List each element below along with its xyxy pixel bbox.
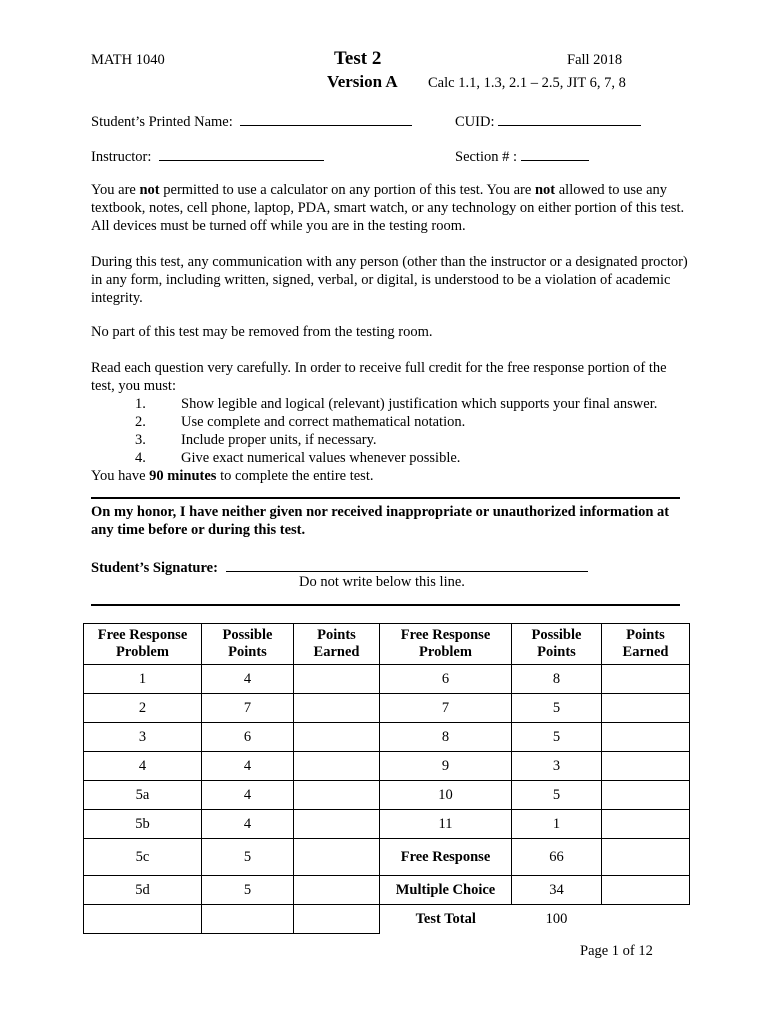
possible-cell: 1 [512,810,602,839]
table-row [84,839,690,876]
list-item: 3. Include proper units, if necessary. [135,432,377,448]
earned-cell[interactable] [602,876,690,905]
requirements-list [91,395,691,467]
table-row [84,810,690,839]
header-earned: Points Earned [294,624,380,665]
earned-cell[interactable] [294,839,380,876]
problem-cell: 11 [380,810,512,839]
signature-label: Student’s Signature: [91,560,218,576]
divider-top [91,497,680,499]
blank-cell[interactable] [294,905,380,934]
section-field [455,146,589,166]
possible-cell: 6 [202,723,294,752]
removal-policy [91,323,691,341]
signature-blank[interactable] [226,557,588,572]
section-blank[interactable] [521,146,589,161]
instructions [91,359,691,485]
earned-cell[interactable] [294,781,380,810]
possible-cell: 4 [202,665,294,694]
student-name-blank[interactable] [240,111,412,126]
problem-cell: 6 [380,665,512,694]
free-response-total-value: 66 [512,839,602,876]
test-version: Version A [327,72,398,91]
list-item: 4. Give exact numerical values whenever possible. [135,450,461,466]
problem-cell: 2 [84,694,202,723]
integrity-policy [91,253,691,307]
free-response-total-label: Free Response [380,839,512,876]
list-item: 2. Use complete and correct mathematical notation. [135,414,466,430]
possible-cell: 8 [512,665,602,694]
integrity-text: During this test, any communication with any person (other than the instructor or a designated proctor) in any form, including written, signed, verbal, or digital, is understood to be a violation of academic integrity. [91,254,688,306]
possible-cell: 5 [202,839,294,876]
earned-cell[interactable] [602,723,690,752]
divider-bottom [91,604,680,606]
problem-cell: 10 [380,781,512,810]
earned-cell[interactable] [294,810,380,839]
blank-cell[interactable] [202,905,294,934]
earned-cell[interactable] [602,810,690,839]
problem-cell: 3 [84,723,202,752]
honor-statement: On my honor, I have neither given nor received inappropriate or unauthorized information at any time before or during this test. [91,504,670,538]
header-problem: Free Response Problem [84,624,202,665]
earned-cell[interactable] [602,781,690,810]
table-row [84,694,690,723]
do-not-write-notice: Do not write below this line. [299,574,465,590]
earned-cell[interactable] [294,876,380,905]
sections-covered: Calc 1.1, 1.3, 2.1 – 2.5, JIT 6, 7, 8 [428,75,626,91]
possible-cell: 3 [512,752,602,781]
instructions-intro: Read each question very carefully. In order to receive full credit for the free response portion of the test, you must: [91,360,667,394]
problem-cell: 5a [84,781,202,810]
header-earned: Points Earned [602,624,690,665]
problem-cell: 9 [380,752,512,781]
earned-cell[interactable] [294,694,380,723]
earned-cell[interactable] [602,752,690,781]
p1-e: allowed to use any textbook, notes, cell phone, laptop, PDA, smart watch, or any technology on either portion of this test. All devices must be turned off while you are in the testing room. [91,182,685,234]
test-total-value: 100 [512,905,602,934]
term: Fall 2018 [567,52,623,68]
problem-cell: 5c [84,839,202,876]
p1-not-2: not [534,182,556,198]
earned-cell[interactable] [294,752,380,781]
possible-cell: 4 [202,810,294,839]
possible-cell: 7 [202,694,294,723]
table-row [84,752,690,781]
instructor-label: Instructor: [91,149,152,165]
p1-not-1: not [139,182,160,198]
earned-cell[interactable] [294,723,380,752]
time-limit: You have 90 minutes to complete the entire test. [91,468,374,484]
table-row [84,723,690,752]
score-table [83,623,690,934]
earned-cell[interactable] [602,839,690,876]
course-code: MATH 1040 [91,52,165,68]
earned-cell[interactable] [602,665,690,694]
instructor-blank[interactable] [159,146,324,161]
section-label: Section # : [455,149,518,165]
problem-cell: 8 [380,723,512,752]
problem-cell: 5b [84,810,202,839]
list-item: 1. Show legible and logical (relevant) justification which supports your final answer. [135,396,658,412]
possible-cell: 4 [202,781,294,810]
header-possible: Possible Points [202,624,294,665]
possible-cell: 5 [512,694,602,723]
possible-cell: 5 [512,723,602,752]
problem-cell: 1 [84,665,202,694]
table-header-row [84,624,690,665]
cuid-label: CUID: [455,114,495,130]
page-number: Page 1 of 12 [580,943,653,959]
student-name-label: Student’s Printed Name: [91,114,233,130]
calculator-policy [91,181,691,235]
header-problem: Free Response Problem [380,624,512,665]
test-total-label: Test Total [380,905,512,934]
possible-cell: 4 [202,752,294,781]
cuid-blank[interactable] [498,111,641,126]
earned-cell[interactable] [602,694,690,723]
student-name-field [91,111,412,131]
table-row [84,781,690,810]
p1-a: You are [91,182,140,198]
table-row [84,905,690,934]
multiple-choice-total-value: 34 [512,876,602,905]
test-total-earned[interactable] [602,905,690,934]
possible-cell: 5 [512,781,602,810]
test-title: Test 2 [334,48,382,69]
earned-cell[interactable] [294,665,380,694]
possible-cell: 5 [202,876,294,905]
problem-cell: 4 [84,752,202,781]
blank-cell[interactable] [84,905,202,934]
problem-cell: 5d [84,876,202,905]
removal-text: No part of this test may be removed from the testing room. [91,324,433,340]
header-possible: Possible Points [512,624,602,665]
problem-cell: 7 [380,694,512,723]
table-row [84,876,690,905]
multiple-choice-total-label: Multiple Choice [380,876,512,905]
table-row [84,665,690,694]
instructor-field [91,146,324,166]
cuid-field [455,111,641,131]
p1-c: permitted to use a calculator on any portion of this test. You are [159,182,535,198]
